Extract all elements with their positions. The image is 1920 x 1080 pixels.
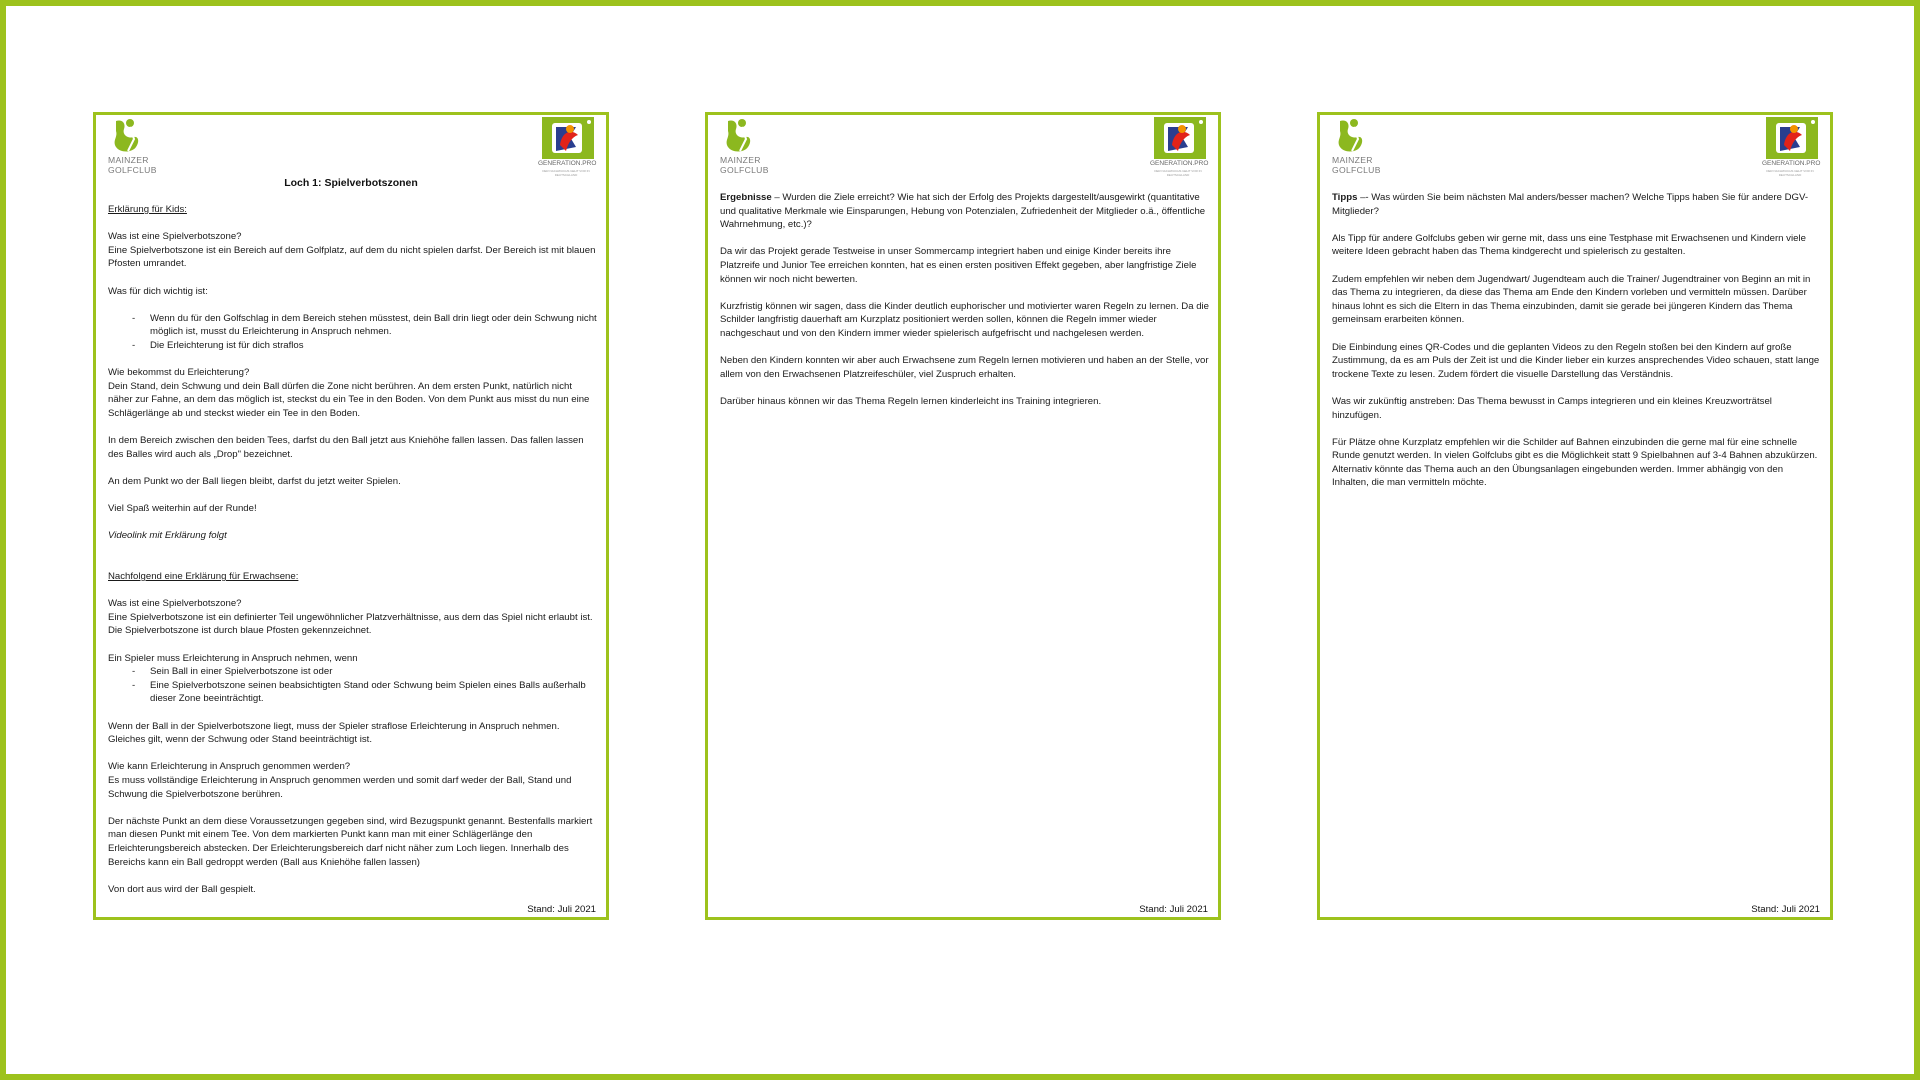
tips-paragraph-3: Zudem empfehlen wir neben dem Jugendwart/ Jugendteam auch die Trainer/ Jugendtrainer von Beginn an mit in das Thema zu integrieren, da diese das Thema am Ende den Kindern vorleben und vermitteln müssen. Darüber hinaus lohnt es sich die Eltern in das Thema einzubinden, damit sie gerade bei jüngeren Kindern das Thema gemeinsam erarbeiten können. <box>1332 273 1811 326</box>
footer-date: Stand: Juli 2021 <box>1139 904 1208 915</box>
tips-paragraph-4: Die Einbindung eines QR-Codes und die geplanten Videos zu den Regeln stoßen bei den Kindern auf große Zustimmung, da es am Puls der Zeit ist und die Kinder lieber ein kurzes ansprechendes Video schauen, statt lange trockene Texte zu lesen. Zudem fördert die visuelle Darstellung das Verständnis. <box>1332 341 1820 380</box>
tips-lead-bold: Tipps <box>1332 192 1358 203</box>
club-name-line1: MAINZER <box>720 155 761 165</box>
generation-pro-label: GENERATION.PRO <box>538 160 597 167</box>
kids-list <box>108 312 598 353</box>
results-lead-bold: Ergebnisse <box>720 192 772 203</box>
kids-answer-1: Eine Spielverbotszone ist ein Bereich auf dem Golfplatz, auf dem du nicht spielen darfst. Der Bereich ist mit blauen Pfosten umrandet. <box>108 244 596 270</box>
page-title: Loch 1: Spielverbotszonen <box>284 177 418 189</box>
club-name-line1: MAINZER <box>108 155 149 165</box>
club-name-line2: GOLFCLUB <box>108 165 157 175</box>
adult-paragraph-3: Wenn der Ball in der Spielverbotszone liegt, muss der Spieler straflose Erleichterung in Anspruch nehmen. Gleiches gilt, wenn der Schwung oder Stand beeinträchtigt ist. <box>108 720 560 746</box>
generation-pro-subline: DER NACHWUCHS GEHT VOR IN DEUTSCHLAND <box>1154 169 1202 177</box>
page-3-body <box>1332 191 1822 504</box>
page-1-body <box>108 203 598 910</box>
kids-heading: Erklärung für Kids: <box>108 204 187 215</box>
results-paragraph-5: Darüber hinaus können wir das Thema Regeln lernen kinderleicht ins Training integrieren. <box>720 395 1102 407</box>
results-paragraph-3: Kurzfristig können wir sagen, dass die Kinder deutlich euphorischer und motivierter waren Regeln zu lernen. Da die Schilder langfristig dauerhaft am Kurzplatz positioniert werden sollen, können die Regeln immer wieder nachgeschaut und von den Kindern immer wieder spielerisch aufgefrischt und nachgelesen werden. <box>720 300 1210 339</box>
adult-heading: Nachfolgend eine Erklärung für Erwachsene: <box>108 571 299 583</box>
generation-pro-subline: DER NACHWUCHS GEHT VOR IN DEUTSCHLAND <box>542 169 590 177</box>
kids-answer-3: Dein Stand, dein Schwung und dein Ball dürfen die Zone nicht berühren. An dem ersten Punkt, natürlich nicht näher zur Fahne, an dem das möglich ist, steckst du ein Tee in den Boden. Von dem Punkt aus misst du nun eine Schlägerlänge ab und steckst wieder ein Tee in den Boden. <box>108 380 590 419</box>
video-link-note: Videolink mit Erklärung folgt <box>108 530 227 542</box>
kids-question-1: Was ist eine Spielverbotszone? <box>108 231 242 243</box>
footer-date: Stand: Juli 2021 <box>527 904 596 915</box>
results-paragraph-4: Neben den Kindern konnten wir aber auch Erwachsene zum Regeln lernen motivieren und haben an der Stelle, vor allem von den Erwachsenen Platzreifeschüler, viel Zuspruch erhalten. <box>720 355 1209 380</box>
page-2-body <box>720 191 1210 422</box>
tips-paragraph-5: Was wir zukünftig anstreben: Das Thema bewusst in Camps integrieren und ein kleines Kreuzworträtsel hinzufügen. <box>1332 395 1772 421</box>
club-name <box>720 155 769 175</box>
kids-question-2: Was für dich wichtig ist: <box>108 285 208 297</box>
document-page-2 <box>705 112 1221 920</box>
adult-question-4: Wie kann Erleichterung in Anspruch genommen werden? <box>108 761 351 773</box>
club-name <box>108 155 157 175</box>
adult-answer-4: Es muss vollständige Erleichterung in Anspruch genommen werden und somit darf weder der Ball, Stand und Schwung die Spielverbotszone berühren. <box>108 774 572 800</box>
kids-question-3: Wie bekommst du Erleichterung? <box>108 367 250 379</box>
list-item: - Sein Ball in einer Spielverbotszone ist oder <box>132 665 598 679</box>
kids-paragraph-4: In dem Bereich zwischen den beiden Tees, darfst du den Ball jetzt aus Kniehöhe fallen lassen. Das fallen lassen des Balles wird auch als „Drop" bezeichnet. <box>108 435 584 460</box>
generation-pro-label: GENERATION.PRO <box>1762 160 1821 167</box>
club-name <box>1332 155 1381 175</box>
generation-pro-subline: DER NACHWUCHS GEHT VOR IN DEUTSCHLAND <box>1766 169 1814 177</box>
generation-pro-label: GENERATION.PRO <box>1150 160 1209 167</box>
adult-question-1: Was ist eine Spielverbotszone? <box>108 598 242 610</box>
adult-list <box>108 665 598 706</box>
footer-date: Stand: Juli 2021 <box>1751 904 1820 915</box>
list-item: - Eine Spielverbotszone seinen beabsichtigten Stand oder Schwung beim Spielen eines Balls außerhalb dieser Zone beeinträchtigt. <box>132 679 598 706</box>
tips-lead-text: –- Was würden Sie beim nächsten Mal anders/besser machen? Welche Tipps haben Sie für andere DGV-Mitglieder? <box>1332 192 1809 217</box>
document-page-1 <box>93 112 609 920</box>
list-item: - Wenn du für den Golfschlag in dem Bereich stehen müsstest, dein Ball drin liegt oder dein Schwung nicht möglich ist, musst du Erleichterung in Anspruch nehmen. <box>132 312 598 339</box>
adult-answer-1: Eine Spielverbotszone ist ein definierter Teil ungewöhnlicher Platzverhältnisse, aus dem das Spiel nicht erlaubt ist. Die Spielverbotszone ist durch blaue Pfosten gekennzeichnet. <box>108 611 593 637</box>
adult-question-2: Ein Spieler muss Erleichterung in Anspruch nehmen, wenn <box>108 652 358 664</box>
kids-paragraph-5: An dem Punkt wo der Ball liegen bleibt, darfst du jetzt weiter Spielen. <box>108 475 401 487</box>
list-item: - Die Erleichterung ist für dich straflos <box>132 339 598 353</box>
tips-paragraph-2: Als Tipp für andere Golfclubs geben wir gerne mit, dass uns eine Testphase mit Erwachsenen und Kindern viele weitere Ideen gebracht haben das Thema kindgerecht und spielerisch zu gestalten. <box>1332 232 1806 258</box>
club-name-line2: GOLFCLUB <box>720 165 769 175</box>
tips-paragraph-6: Für Plätze ohne Kurzplatz empfehlen wir die Schilder auf Bahnen einzubinden die gerne mal für eine schnelle Runde genutzt werden. In vielen Golfclubs gibt es die Möglichkeit statt 9 Spielbahnen auf 3-4 Bahnen abzukürzen. Alternativ könnte das Thema auch an den Übungsanlagen eingebunden werden. Immer abhängig von den Inhalten, die man vermitteln möchte. <box>1332 436 1818 489</box>
club-name-line2: GOLFCLUB <box>1332 165 1381 175</box>
adult-paragraph-6: Von dort aus wird der Ball gespielt. <box>108 883 256 895</box>
club-name-line1: MAINZER <box>1332 155 1373 165</box>
document-page-3 <box>1317 112 1833 920</box>
kids-paragraph-6: Viel Spaß weiterhin auf der Runde! <box>108 503 257 515</box>
adult-paragraph-5: Der nächste Punkt an dem diese Voraussetzungen gegeben sind, wird Bezugspunkt genannt. Bestenfalls markiert man diesen Punkt mit einem Tee. Von dem markierten Punkt kann man mit einer Schlägerlänge den Erleichterungsbereich abstecken. Der Erleichterungsbereich darf nicht näher zum Loch liegen. Innerhalb des Bereichs kann ein Ball gedroppt werden (Ball aus Kniehöhe fallen lassen) <box>108 815 593 868</box>
results-paragraph-2: Da wir das Projekt gerade Testweise in unser Sommercamp integriert haben und einige Kinder bereits ihre Platzreife und Junior Tee erreichen konnten, hat es einen ersten positiven Effekt gegeben, aber langfristige Ziele können wir noch nicht bewerten. <box>720 246 1197 285</box>
results-lead-text: – Wurden die Ziele erreicht? Wie hat sich der Erfolg des Projekts dargestellt/ausgewirkt (quantitative und qualitative Merkmale wie Einsparungen, Hebung von Potenzialen, Zufriedenheit der Mitglieder o.ä., öffentliche Wahrnehmung, etc.)? <box>720 192 1206 231</box>
